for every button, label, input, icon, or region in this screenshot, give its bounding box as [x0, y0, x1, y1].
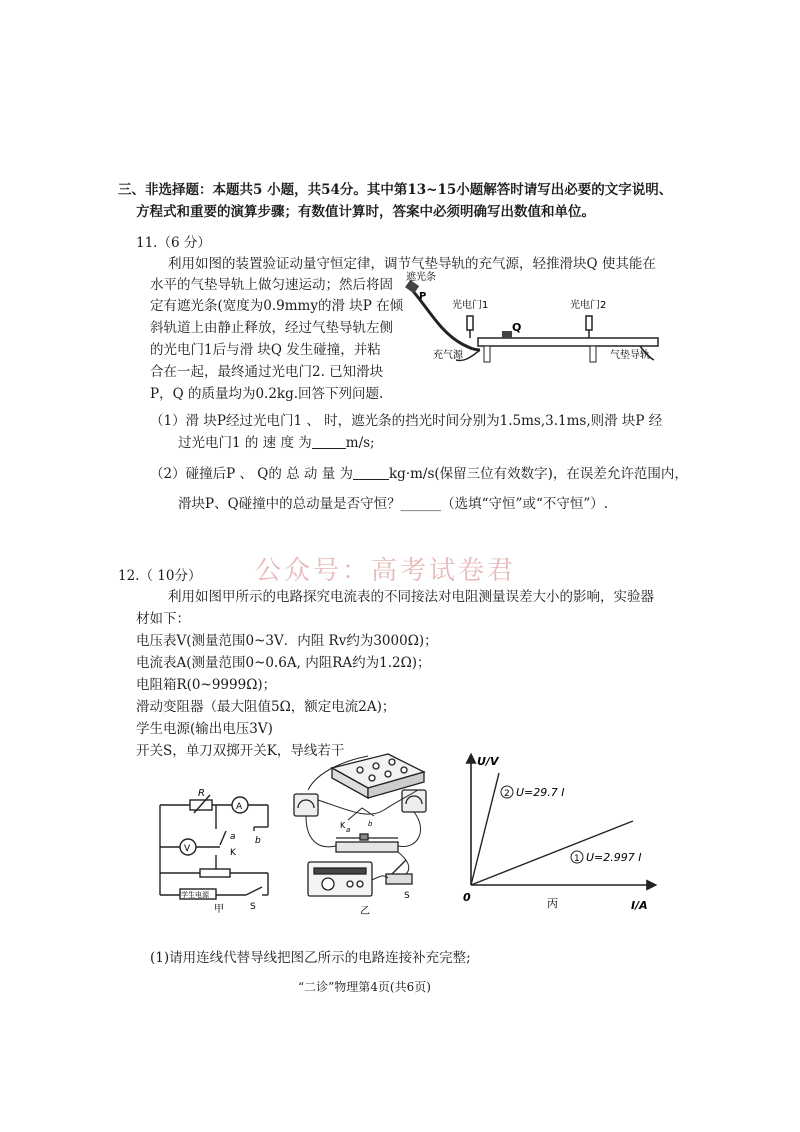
circuit-diagram-jia	[150, 785, 285, 915]
rheostat	[200, 869, 230, 877]
q12-line-3: 电流表A(测量范围0~0.6A, 内阻RA约为1.2Ω)；	[136, 655, 431, 671]
label-yi-s: S	[404, 891, 410, 901]
label-zheguangtiao: 遮光条	[406, 272, 436, 283]
label-k: K	[230, 848, 236, 858]
q12-number: 12.（ 10分）	[118, 568, 202, 584]
line1-equation: U=2.997 I	[586, 851, 642, 864]
q12-line-6: 学生电源(输出电压3V)	[136, 721, 273, 737]
q12-line-7: 开关S，单刀双掷开关K，导线若干	[136, 743, 345, 759]
q12-line-4: 电阻箱R(0~9999Ω)；	[136, 677, 277, 693]
label-yi-k: K	[340, 821, 346, 830]
q11-sub2-line-a	[150, 462, 688, 482]
q11-sub1-line-a: （1）滑 块P经过光电门1 、 时，遮光条的挡光时间分别为1.5ms,3.1ms,则滑 块P 经	[150, 413, 663, 429]
line-2	[471, 773, 499, 885]
section-heading-line2: 方程式和重要的演算步骤；有数值计算时，答案中必须明确写出数值和单位。	[136, 204, 595, 220]
q11-sub1-line-b	[178, 431, 375, 451]
line2-equation: U=29.7 I	[516, 786, 565, 799]
caption-jia: 甲	[214, 904, 224, 915]
label-k-a: a	[230, 832, 236, 842]
slider-q	[502, 331, 512, 338]
origin-label: 0	[463, 891, 471, 904]
q11-sub2-prefix: （2）碰撞后P 、 Q的 总 动 量 为	[150, 466, 353, 482]
label-gate1: 光电门1	[452, 300, 489, 311]
q11-line-6: P，Q 的质量均为0.2kg.回答下列问题.	[150, 386, 384, 402]
label-r: R	[198, 788, 205, 799]
photogate-1	[467, 316, 473, 330]
x-axis-label: I/A	[631, 899, 648, 912]
watermark: 公众号：高考试卷君	[255, 556, 517, 586]
line2-num: 2	[504, 789, 510, 799]
label-k-b: b	[255, 836, 261, 846]
q12-line-2: 电压表V(测量范围0~3V．内阻 Rv约为3000Ω)；	[136, 633, 438, 649]
page-footer: “二诊”物理第4页(共6页)	[298, 980, 431, 994]
air-rail	[478, 338, 658, 346]
label-yi-b: b	[368, 820, 373, 828]
label-yi-a: a	[346, 826, 351, 834]
q11-sub2-line-b: 滑块P、Q碰撞中的总动量是否守恒？______（选填“守恒”或“不守恒”）.	[178, 496, 609, 512]
label-s-jia: S	[250, 902, 256, 912]
label-a: A	[236, 802, 243, 812]
line1-num: 1	[574, 854, 580, 864]
air-track-figure	[400, 268, 662, 380]
q11-number: 11.（6 分）	[136, 235, 211, 251]
y-axis-label: U/V	[477, 755, 499, 768]
ui-graph-bing	[455, 745, 665, 920]
caption-yi: 乙	[360, 906, 370, 917]
section-heading-line1: 三、非选择题：本题共5 小题，共54分。其中第13~15小题解答时请写出必要的文字说明、	[118, 182, 673, 198]
q11-line-0: 利用如图的装置验证动量守恒定律，调节气垫导轨的充气源，轻推滑块Q 使其能在	[168, 256, 656, 272]
answer-blank-momentum[interactable]	[353, 465, 389, 480]
q11-line-3: 斜轨道上由静止释放，经过气垫导轨左侧	[150, 320, 393, 336]
label-q: Q	[512, 321, 522, 334]
q11-sub1-suffix: m/s;	[345, 435, 375, 451]
label-gate2: 光电门2	[570, 300, 607, 311]
q12-line-0: 利用如图甲所示的电路探究电流表的不同接法对电阻测量误差大小的影响，实验器	[168, 589, 654, 605]
q11-sub2-suffix: kg·m/s(保留三位有效数字)，在误差允许范围内，	[389, 466, 688, 482]
q12-line-5: 滑动变阻器（最大阻值5Ω，额定电流2A)；	[136, 699, 396, 715]
q11-line-4: 的光电门1后与滑 块Q 发生碰撞，并粘	[150, 342, 381, 358]
circuit-photo-yi	[288, 750, 448, 920]
caption-bing: 丙	[547, 897, 558, 910]
label-p: P	[419, 291, 427, 302]
q11-line-2: 定有遮光条(宽度为0.9mmy的滑 块P 在倾	[150, 298, 404, 314]
q11-sub1-prefix: 过光电门1 的 速 度 为	[178, 435, 312, 451]
label-power-source: 学生电源	[181, 891, 209, 899]
q11-line-5: 合在一起，最终通过光电门2. 已知滑块	[150, 364, 384, 380]
q12-sub1: (1)请用连线代替导线把图乙所示的电路连接补充完整;	[150, 950, 471, 966]
answer-blank-velocity[interactable]	[312, 434, 346, 449]
q12-line-1: 材如下：	[136, 611, 190, 627]
label-air-rail: 气垫导轨	[610, 350, 650, 361]
label-v: V	[184, 844, 191, 854]
label-air-source: 充气源	[433, 350, 463, 361]
q11-line-1: 水平的气垫导轨上做匀速运动；然后将固	[150, 277, 393, 293]
photogate-2	[586, 316, 592, 330]
